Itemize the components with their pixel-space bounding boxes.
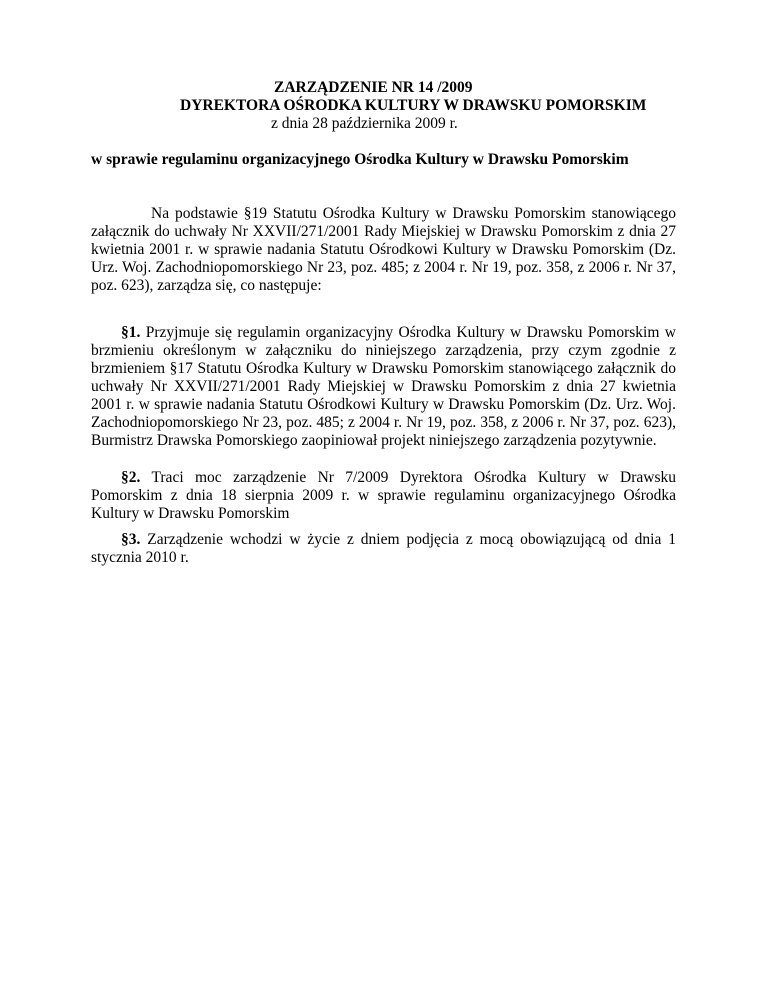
issuer-title: DYREKTORA OŚRODKA KULTURY W DRAWSKU POMORSKIM [180, 97, 647, 114]
section-2 [91, 469, 676, 523]
order-date: z dnia 28 października 2009 r. [271, 115, 458, 132]
legal-basis-paragraph: Na podstawie §19 Statutu Ośrodka Kultury w Drawsku Pomorskim stanowiącego załącznik do uchwały Nr XXVII/271/2001 Rady Miejskiej w Drawsku Pomorskim z dnia 27 kwietnia 2001 r. w sprawie nadania Statutu Ośrodkowi Kultury w Drawsku Pomorskim (Dz. Urz. Woj. Zachodniopomorskiego Nr 23, poz. 485; z 2004 r. Nr 19, poz. 358, z 2006 r. Nr 37, poz. 623), zarządza się, co następuje: [91, 205, 676, 294]
section-1-number: §1. [121, 324, 141, 341]
section-1-text: Przyjmuje się regulamin organizacyjny Ośrodka Kultury w Drawsku Pomorskim w brzmieniu określonym w załączniku do niniejszego zarządzenia, przy czym zgodnie z brzmieniem §17 Statutu Ośrodka Kultury w Drawsku Pomorskim stanowiącego załącznik do uchwały Nr XXVII/271/2001 Rady Miejskiej w Drawsku Pomorskim z dnia 27 kwietnia 2001 r. w sprawie nadania Statutu Ośrodkowi Kultury w Drawsku Pomorskim (Dz. Urz. Woj. Zachodniopomorskiego Nr 23, poz. 485; z 2004 r. Nr 19, poz. 358, z 2006 r. Nr 37, poz. 623), Burmistrz Drawska Pomorskiego zaopiniował projekt niniejszego zarządzenia pozytywnie. [91, 324, 676, 449]
order-title: ZARZĄDZENIE NR 14 /2009 [274, 79, 473, 96]
section-2-number: §2. [121, 469, 141, 486]
section-3 [91, 531, 676, 567]
order-subject: w sprawie regulaminu organizacyjnego Ośrodka Kultury w Drawsku Pomorskim [91, 151, 629, 168]
section-2-text: Traci moc zarządzenie Nr 7/2009 Dyrektora Ośrodka Kultury w Drawsku Pomorskim z dnia 18 sierpnia 2009 r. w sprawie regulaminu organizacyjnego Ośrodka Kultury w Drawsku Pomorskim [91, 469, 676, 522]
section-3-number: §3. [121, 531, 141, 548]
section-1 [91, 324, 676, 450]
section-3-text: Zarządzenie wchodzi w życie z dniem podjęcia z mocą obowiązującą od dnia 1 stycznia 2010 r. [91, 531, 676, 566]
